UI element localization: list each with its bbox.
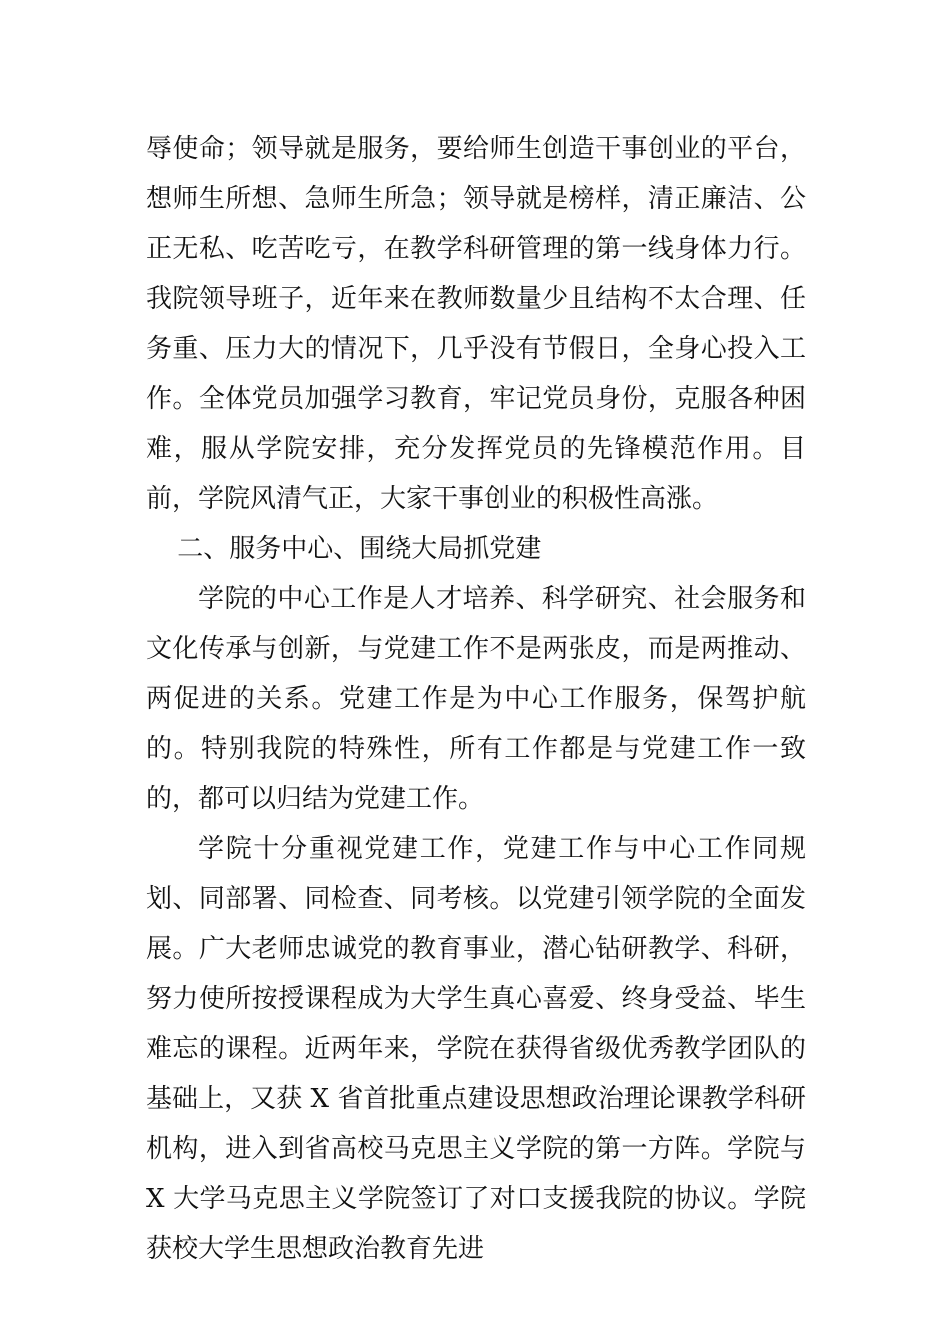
paragraph-continuation: 辱使命；领导就是服务，要给师生创造干事创业的平台，想师生所想、急师生所急；领导就是榜样，清正廉洁、公正无私、吃苦吃亏，在教学科研管理的第一线身体力行。我院领导班子，近年来在教师数量少且结构不太合理、任务重、压力大的情况下，几乎没有节假日，全身心投入工作。全体党员加强学习教育，牢记党员身份，克服各种困难，服从学院安排，充分发挥党员的先锋模范作用。目前，学院风清气正，大家干事创业的积极性高涨。 <box>146 134 806 514</box>
paragraph-center-work: 学院的中心工作是人才培养、科学研究、社会服务和文化传承与创新，与党建工作不是两张皮，而是两推动、两促进的关系。党建工作是为中心工作服务，保驾护航的。特别我院的特殊性，所有工作都是与党建工作一致的，都可以归结为党建工作。 <box>146 584 806 814</box>
section-heading: 二、服务中心、围绕大局抓党建 <box>177 534 542 564</box>
paragraph-party-building: 学院十分重视党建工作，党建工作与中心工作同规划、同部署、同检查、同考核。以党建引领学院的全面发展。广大老师忠诚党的教育事业，潜心钻研教学、科研，努力使所按授课程成为大学生真心喜爱、终身受益、毕生难忘的课程。近两年来，学院在获得省级优秀教学团队的基础上，又获 X 省首批重点建设思想政治理论课教学科研机构，进入到省高校马克思主义学院的第一方阵。学院与 X 大学马克思主义学院签订了对口支援我院的协议。学院获校大学生思想政治教育先进 <box>146 834 806 1264</box>
document-body <box>146 124 806 1274</box>
